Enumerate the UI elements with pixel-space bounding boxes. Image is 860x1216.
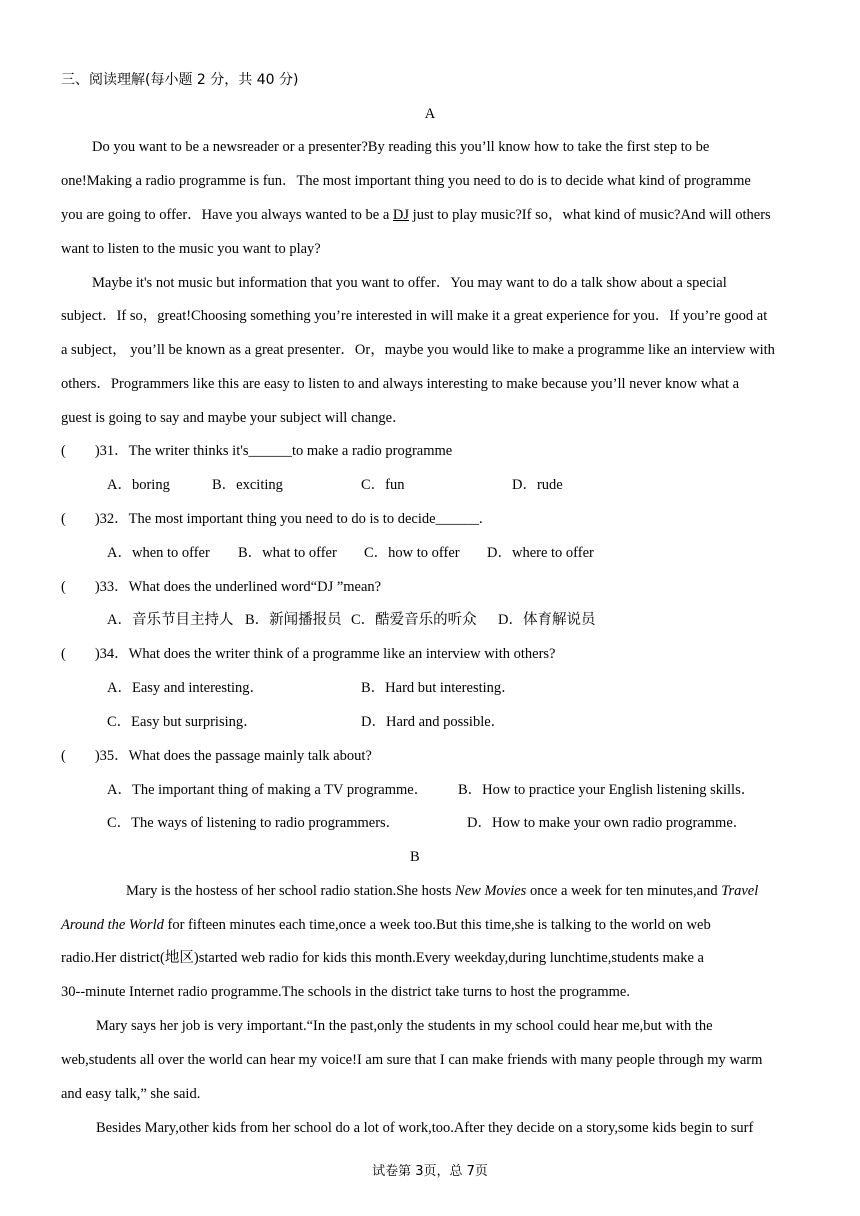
option-a: A．The important thing of making a TV programme． [107, 782, 429, 798]
section-title: 三、阅读理解(每小题 2 分，共 40 分) [61, 72, 299, 88]
question-stem: The most important thing you need to do is to decide______. [128, 511, 483, 527]
question-stem: What does the writer think of a programme like an interview with others? [128, 646, 556, 662]
option-a: A．Easy and interesting． [107, 680, 265, 696]
passage-a-line: one!Making a radio programme is fun．The most important thing you need to do is to decide what kind of programme [61, 173, 751, 189]
program-title: New Movies [455, 883, 527, 899]
passage-a-line: subject．If so，great!Choosing something you’re interested in will make it a great experience for you．If you’re good at [61, 308, 768, 324]
option-a: A．boring [107, 477, 170, 493]
passage-a-line: guest is going to say and maybe your subject will change． [61, 410, 407, 426]
passage-b-line: Mary says her job is very important.“In the past,only the students in my school could hear me,but with the [96, 1018, 713, 1034]
question-31 [61, 441, 452, 461]
option-c: C．The ways of listening to radio programmers． [107, 815, 401, 831]
passage-a-label: A [424, 106, 436, 122]
program-title: Travel [721, 883, 759, 899]
option-d: D．体育解说员 [498, 612, 596, 628]
option-b: B．what to offer [238, 545, 337, 561]
option-b: B．exciting [212, 477, 283, 493]
text-run: once a week for ten minutes,and [526, 883, 722, 899]
question-33 [61, 577, 381, 597]
option-b: B．Hard but interesting． [361, 680, 516, 696]
passage-a-line: want to listen to the music you want to play? [61, 241, 321, 257]
underlined-word-dj: DJ [392, 207, 410, 223]
option-a: A．when to offer [107, 545, 210, 561]
question-34 [61, 644, 555, 664]
passage-b-line: web,students all over the world can hear my voice!I am sure that I can make friends with many people through my warm [61, 1052, 763, 1068]
question-stem: The writer thinks it's______to make a radio programme [128, 443, 453, 459]
question-stem: What does the passage mainly talk about? [128, 748, 372, 764]
passage-b-line [61, 915, 711, 935]
passage-a-line: Maybe it's not music but information that you want to offer．You may want to do a talk show about a special [92, 275, 727, 291]
passage-b-label: B [410, 849, 420, 865]
passage-a-line: others．Programmers like this are easy to listen to and always interesting to make because you’ll never know what a [61, 376, 740, 392]
passage-b-line: 30--minute Internet radio programme.The schools in the district take turns to host the programme. [61, 984, 630, 1000]
answer-blank[interactable]: ( )35． [61, 748, 129, 764]
question-32 [61, 509, 483, 529]
passage-b-line: Besides Mary,other kids from her school do a lot of work,too.After they decide on a story,some kids begin to surf [96, 1120, 754, 1136]
passage-a-line: Do you want to be a newsreader or a presenter?By reading this you’ll know how to take the first step to be [92, 139, 710, 155]
answer-blank[interactable]: ( )31． [61, 443, 129, 459]
option-d: D．Hard and possible． [361, 714, 506, 730]
page-footer: 试卷第 3页，总 7页 [372, 1164, 488, 1179]
text-run: just to play music?If so，what kind of music?And will others [409, 207, 771, 223]
answer-blank[interactable]: ( )33． [61, 579, 129, 595]
option-d: D．where to offer [487, 545, 594, 561]
text-run: Mary is the hostess of her school radio station.She hosts [126, 883, 456, 899]
option-c: C．how to offer [364, 545, 460, 561]
passage-b-line: and easy talk,” she said. [61, 1086, 201, 1102]
question-stem: What does the underlined word“DJ ”mean? [128, 579, 382, 595]
program-title: Around the World [61, 917, 164, 933]
option-b: B．How to practice your English listening skills． [458, 782, 756, 798]
question-35 [61, 746, 372, 766]
passage-a-line [61, 205, 771, 225]
answer-blank[interactable]: ( )32． [61, 511, 129, 527]
option-a: A．音乐节目主持人 [107, 612, 234, 628]
option-d: D．How to make your own radio programme． [467, 815, 748, 831]
option-c: C．Easy but surprising． [107, 714, 258, 730]
option-d: D．rude [512, 477, 563, 493]
option-b: B．新闻播报员 [245, 612, 342, 628]
answer-blank[interactable]: ( )34． [61, 646, 129, 662]
option-c: C．酷爱音乐的听众 [351, 612, 477, 628]
passage-a-line: a subject， you’ll be known as a great presenter．Or，maybe you would like to make a programme like an interview with [61, 342, 775, 358]
passage-b-line: radio.Her district(地区)started web radio for kids this month.Every weekday,during lunchtime,students make a [61, 950, 704, 966]
text-run: for fifteen minutes each time,once a week too.But this time,she is talking to the world on web [163, 917, 711, 933]
option-c: C．fun [361, 477, 405, 493]
passage-b-line [126, 881, 758, 901]
text-run: you are going to offer．Have you always wanted to be a [61, 207, 393, 223]
